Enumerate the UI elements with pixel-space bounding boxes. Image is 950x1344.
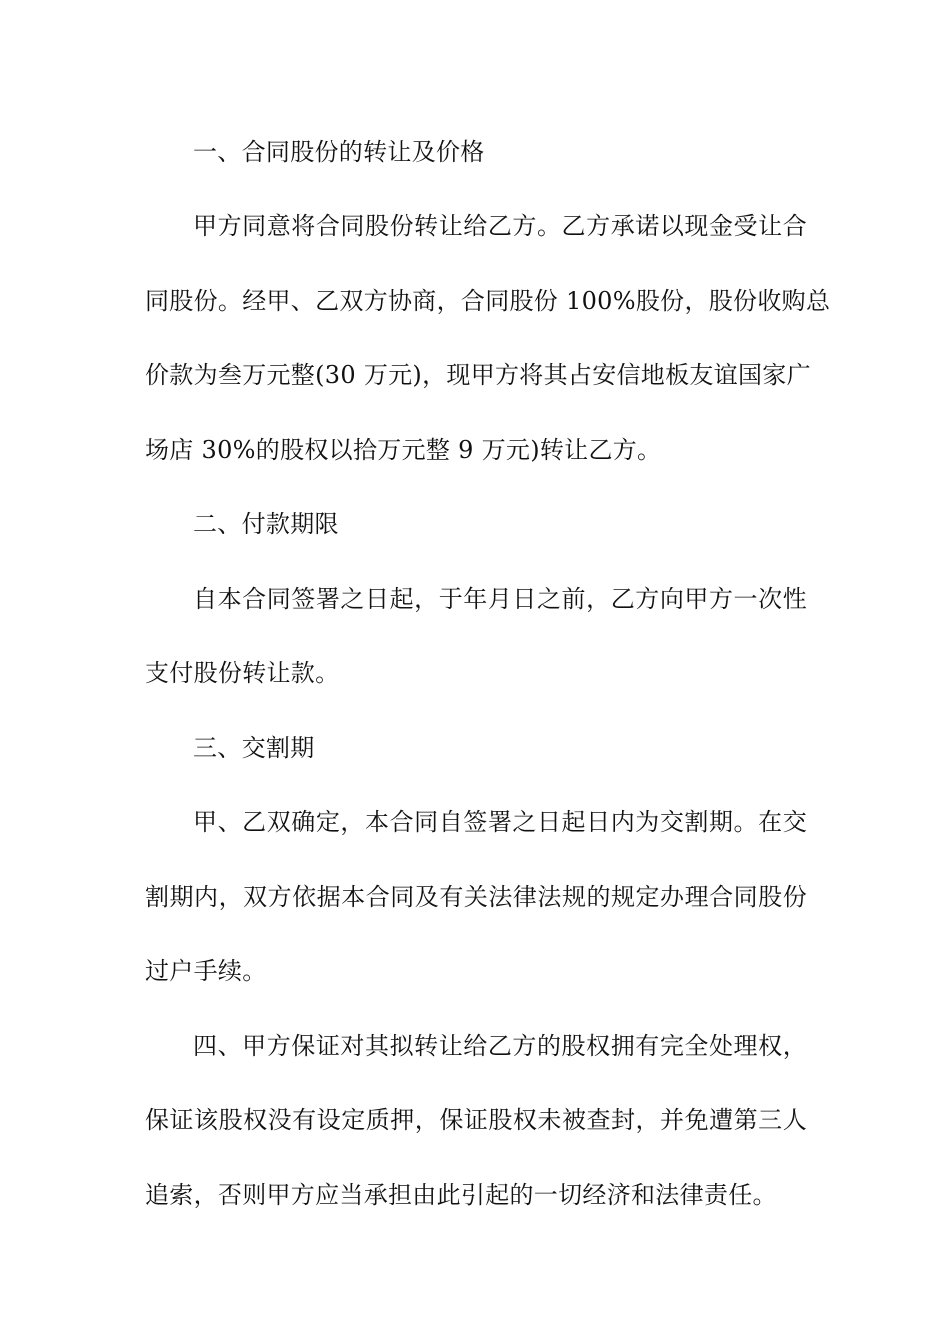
section-1-line-1: 甲方同意将合同股份转让给乙方。乙方承诺以现金受让合 bbox=[193, 212, 807, 240]
section-3-line-2: 割期内，双方依据本合同及有关法律法规的规定办理合同股份 bbox=[145, 883, 807, 911]
section-3-line-1: 甲、乙双确定，本合同自签署之日起日内为交割期。在交 bbox=[193, 808, 807, 836]
section-3-line-3: 过户手续。 bbox=[145, 957, 267, 985]
section-1-heading: 一、合同股份的转让及价格 bbox=[193, 138, 485, 166]
section-1-line-3: 价款为叁万元整(30 万元)，现甲方将其占安信地板友谊国家广 bbox=[145, 361, 811, 389]
section-4-line-3: 追索，否则甲方应当承担由此引起的一切经济和法律责任。 bbox=[145, 1181, 777, 1209]
section-4-line-1: 四、甲方保证对其拟转让给乙方的股权拥有完全处理权， bbox=[193, 1032, 807, 1060]
section-4-line-2: 保证该股权没有设定质押，保证股权未被查封，并免遭第三人 bbox=[145, 1106, 807, 1134]
section-3-heading: 三、交割期 bbox=[193, 734, 315, 762]
section-2-line-2: 支付股份转让款。 bbox=[145, 659, 340, 687]
section-1-line-4: 场店 30%的股权以拾万元整 9 万元)转让乙方。 bbox=[145, 436, 662, 464]
section-2-heading: 二、付款期限 bbox=[193, 510, 339, 538]
section-1-line-2: 同股份。经甲、乙双方协商，合同股份 100%股份，股份收购总 bbox=[145, 287, 831, 315]
section-2-line-1: 自本合同签署之日起，于年月日之前，乙方向甲方一次性 bbox=[193, 585, 807, 613]
